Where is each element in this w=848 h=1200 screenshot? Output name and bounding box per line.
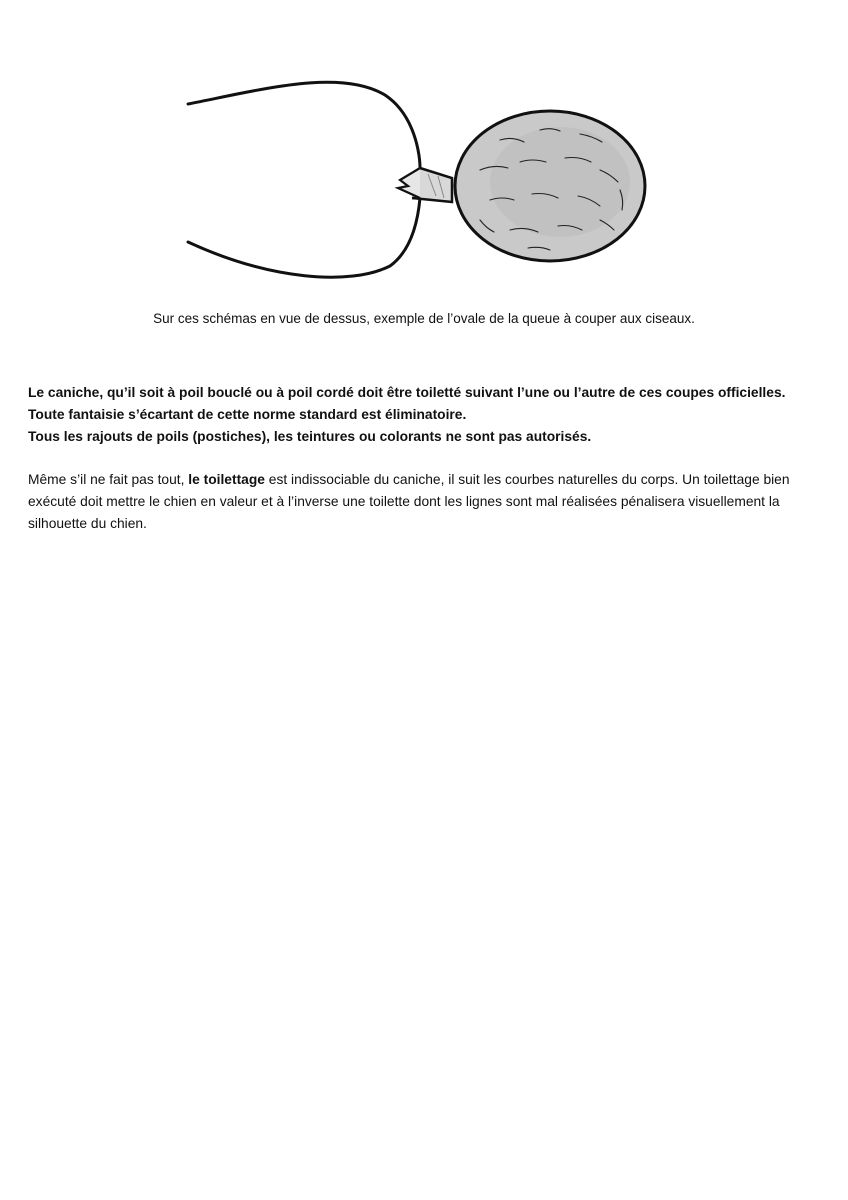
rule-line: Tous les rajouts de poils (postiches), les teintures ou colorants ne sont pas autorisés.: [28, 429, 592, 444]
rule-line: Le caniche, qu’il soit à poil bouclé ou à poil cordé doit être toiletté suivant l’une ou l’autre de ces coupes officielles.: [28, 385, 786, 400]
grooming-rules: [28, 382, 828, 448]
paragraph-body: est indissociable du caniche, il suit les courbes naturelles du corps. Un toilettage bien exécuté doit mettre le chien en valeur et à l’inverse une toilette dont les lignes sont mal réalisées pénalisera visuellement la silhouette du chien.: [28, 472, 790, 531]
paragraph-bold-term: le toilettage: [188, 472, 265, 487]
rule-line: Toute fantaisie s’écartant de cette norme standard est éliminatoire.: [28, 407, 467, 422]
poodle-tail-drawing-icon: [180, 70, 660, 290]
figure-caption: Sur ces schémas en vue de dessus, exemple de l’ovale de la queue à couper aux ciseaux.: [153, 311, 695, 326]
paragraph-intro: Même s’il ne fait pas tout,: [28, 472, 189, 487]
tail-diagram: [180, 70, 660, 290]
grooming-paragraph: [28, 469, 818, 535]
